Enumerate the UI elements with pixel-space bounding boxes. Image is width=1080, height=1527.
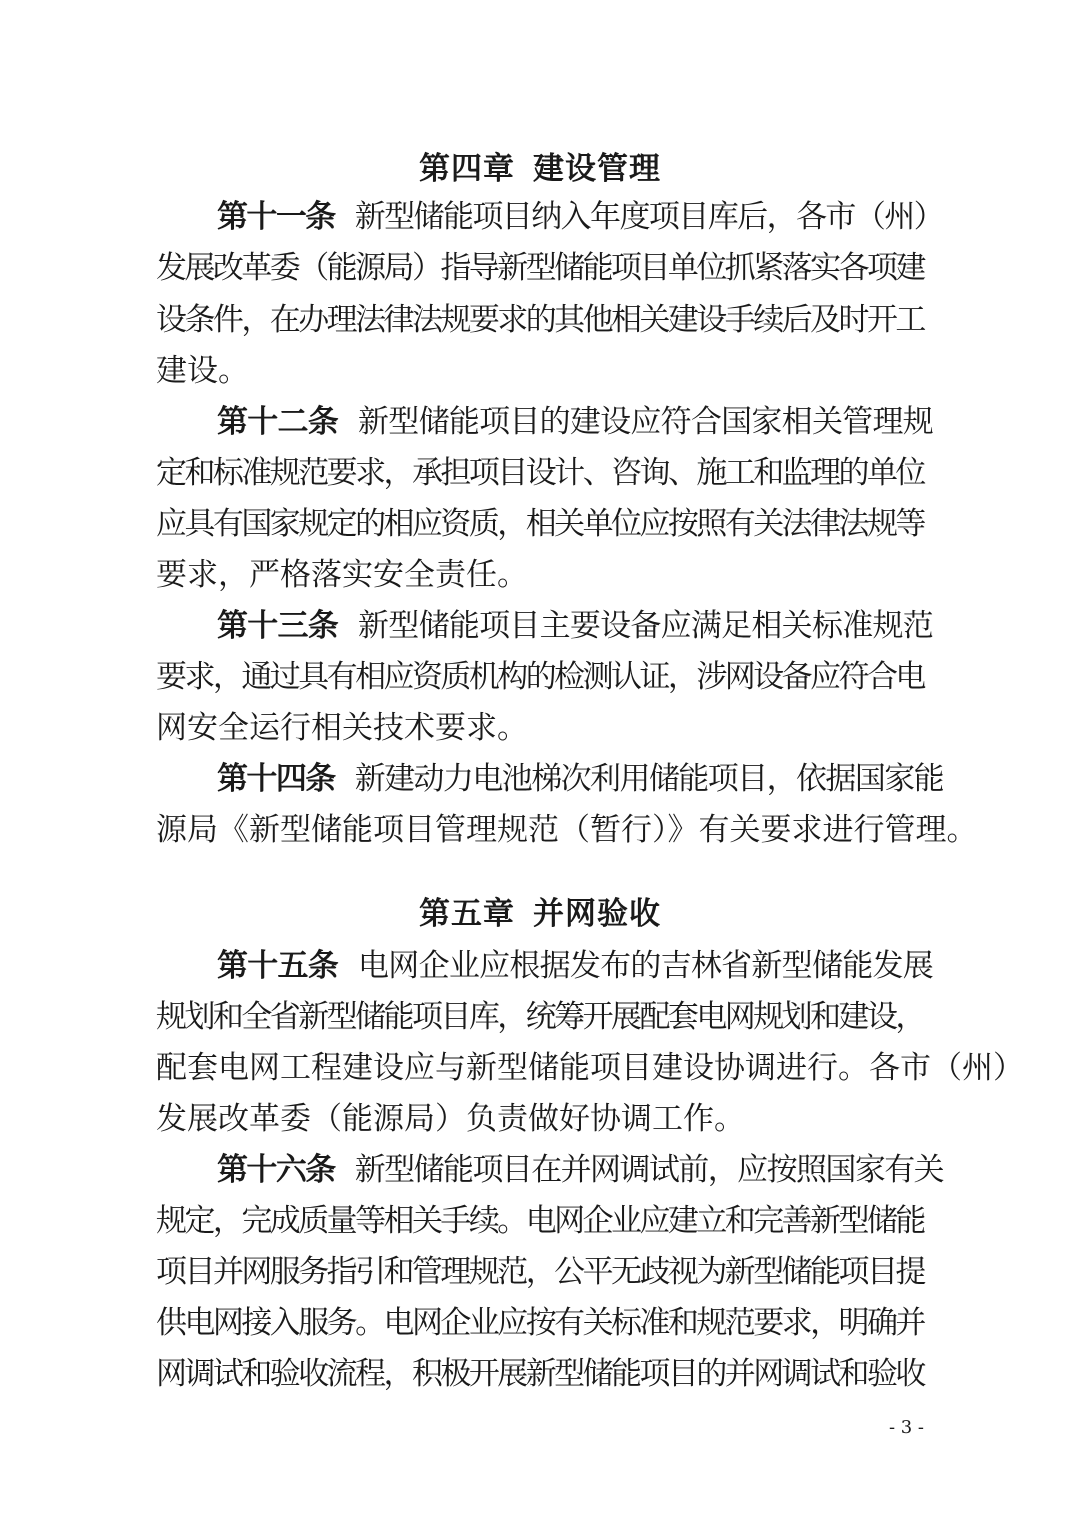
article-text-line: 新型储能项目主要设备应满足相关标准规范 (358, 608, 933, 644)
chapter-heading (0, 888, 1080, 933)
chapter-title: 并网验收 (533, 896, 661, 932)
article-text-line: 配套电网工程建设应与新型储能项目建设协调进行。各市（州） (156, 1050, 1024, 1086)
article-text-line: 发展改革委（能源局）指导新型储能项目单位抓紧落实各项建 (156, 250, 924, 286)
article-label: 第十四条 (217, 761, 335, 797)
page-number: - 3 - (888, 1417, 924, 1438)
article-text-line: 定和标准规范要求，承担项目设计、咨询、施工和监理的单位 (156, 455, 924, 491)
article-text-line: 网安全运行相关技术要求。 (156, 710, 528, 746)
article-text-line: 供电网接入服务。电网企业应按有关标准和规范要求，明确并 (156, 1305, 924, 1341)
article-text-line: 要求，严格落实安全责任。 (156, 557, 528, 593)
article-text-line: 新建动力电池梯次利用储能项目，依据国家能 (354, 761, 944, 797)
article-text-line: 项目并网服务指引和管理规范，公平无歧视为新型储能项目提 (156, 1254, 924, 1290)
article-text-line: 源局《新型储能项目管理规范（暂行）》有关要求进行管理。 (156, 812, 978, 848)
article-label: 第十三条 (217, 608, 339, 644)
article-text-line: 应具有国家规定的相应资质，相关单位应按照有关法律法规等 (156, 506, 924, 542)
chapter-heading (0, 143, 1080, 188)
article-label: 第十五条 (217, 948, 339, 984)
article-text-line: 新型储能项目的建设应符合国家相关管理规 (358, 404, 933, 440)
article-text-line: 规定，完成质量等相关手续。电网企业应建立和完善新型储能 (156, 1203, 924, 1239)
article-text-line: 建设。 (156, 353, 249, 389)
article-text-line: 发展改革委（能源局）负责做好协调工作。 (156, 1101, 745, 1137)
article-label: 第十一条 (217, 199, 335, 235)
article-label: 第十六条 (217, 1152, 335, 1188)
article-text-line: 网调试和验收流程，积极开展新型储能项目的并网调试和验收 (156, 1356, 924, 1392)
chapter-title: 建设管理 (533, 151, 661, 187)
chapter-number: 第五章 (419, 896, 515, 932)
article-text-line: 规划和全省新型储能项目库，统筹开展配套电网规划和建设， (156, 999, 924, 1035)
article-text-line: 设条件，在办理法律法规要求的其他相关建设手续后及时开工 (156, 302, 924, 338)
article-text-line: 要求，通过具有相应资质机构的检测认证，涉网设备应符合电 (156, 659, 924, 695)
article-label: 第十二条 (217, 404, 339, 440)
article-text-line: 新型储能项目纳入年度项目库后，各市（州） (354, 199, 944, 235)
chapter-number: 第四章 (419, 151, 515, 187)
article-text-line: 电网企业应根据发布的吉林省新型储能发展 (358, 948, 933, 984)
article-text-line: 新型储能项目在并网调试前，应按照国家有关 (354, 1152, 944, 1188)
